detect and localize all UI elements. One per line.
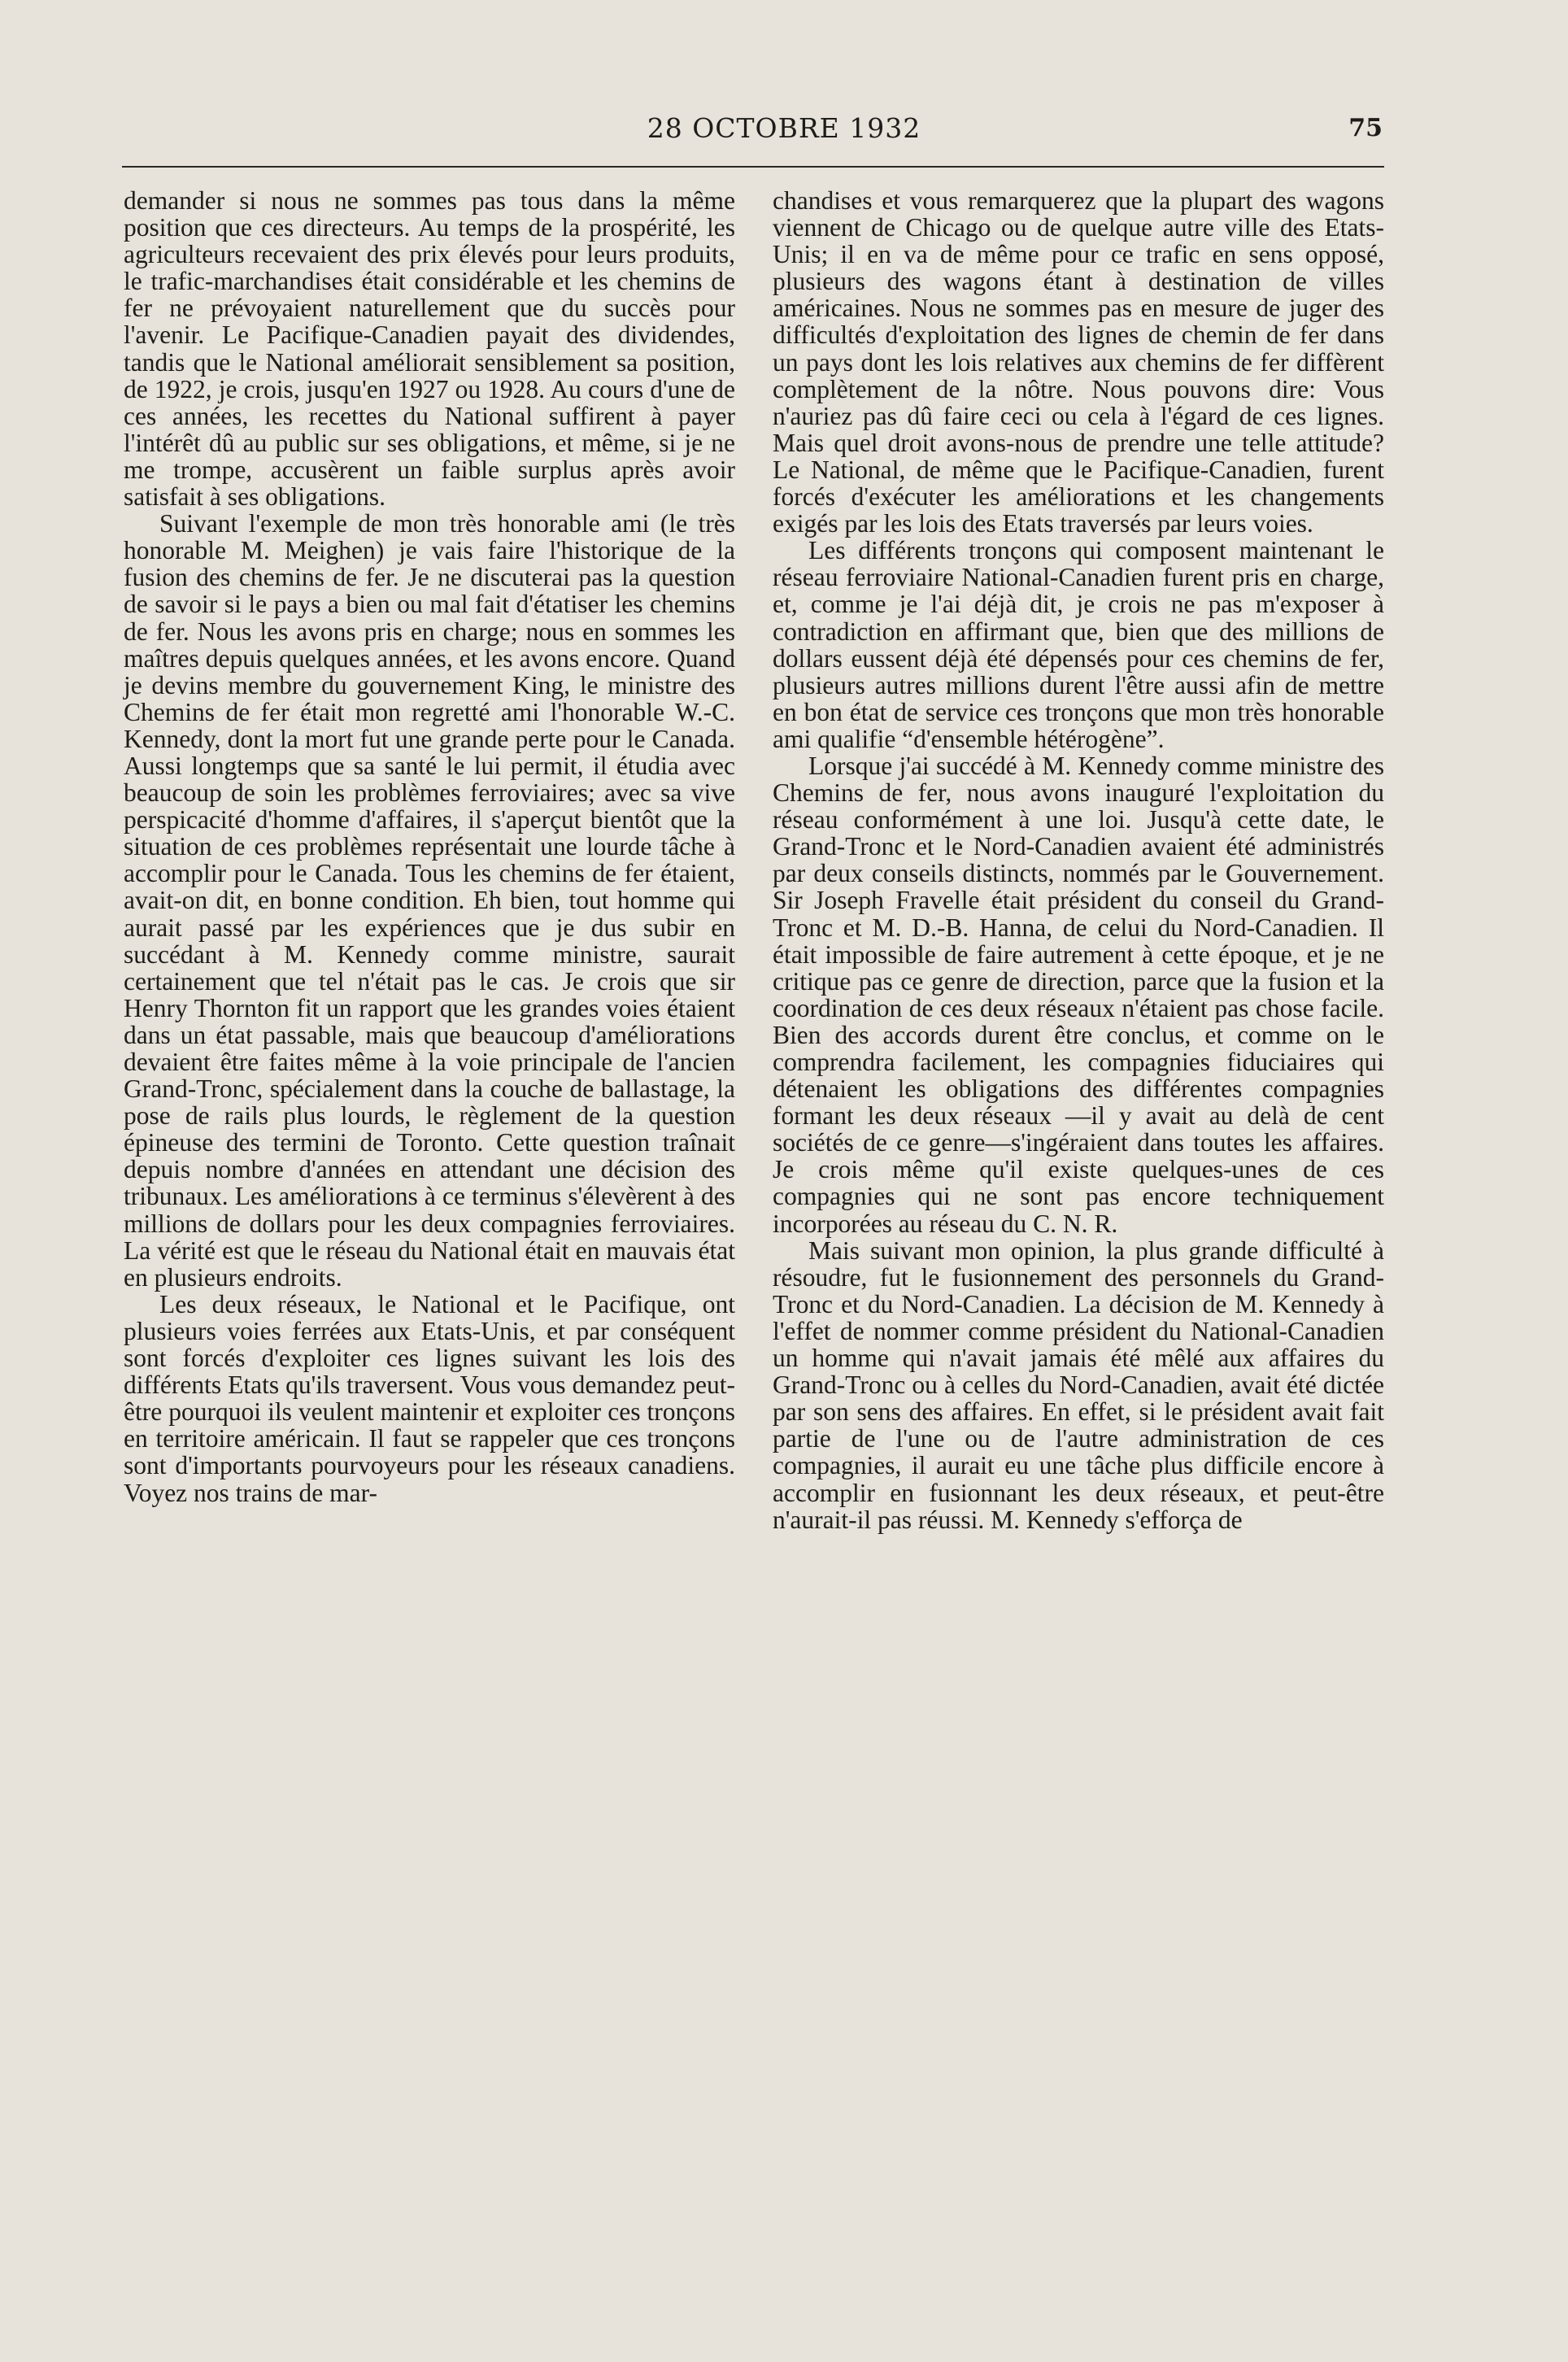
right-column [773,187,1384,1533]
paragraph: Lorsque j'ai succédé à M. Kennedy comme ministre des Chemins de fer, nous avons inauguré l'exploitation du réseau conformément à une loi. Jusqu'à cette date, le Grand-Tronc et le Nord-Canadien avaient été administrés par deux conseils distincts, nommés par le Gouvernement. Sir Joseph Fravelle était président du conseil du Grand-Tronc et M. D.-B. Hanna, de celui du Nord-Canadien. Il était impossible de faire autrement à cette époque, et je ne critique pas ce genre de direction, parce que la fusion et la coordination de ces deux réseaux n'étaient pas chose facile. Bien des accords durent être conclus, et comme on le comprendra facilement, les compagnies fiduciaires qui détenaient les obligations des différentes compagnies formant les deux réseaux —il y avait au delà de cent sociétés de ce genre—s'ingéraient dans toutes les affaires. Je crois même qu'il existe quelques-unes de ces compagnies qui ne sont pas encore techniquement incorporées au réseau du C. N. R. [773,751,1384,1238]
paragraph: Les deux réseaux, le National et le Pacifique, ont plusieurs voies ferrées aux Etats-Unis, et par conséquent sont forcés d'exploiter ces lignes suivant les lois des différents Etats qu'ils traversent. Vous vous demandez peut-être pourquoi ils veulent maintenir et exploiter ces tronçons en territoire américain. Il faut se rappeler que ces tronçons sont d'importants pourvoyeurs pour les réseaux canadiens. Voyez nos trains de mar- [124,1289,735,1507]
page-number: 75 [1348,114,1383,142]
paragraph: demander si nous ne sommes pas tous dans la même position que ces directeurs. Au temps de la prospérité, les agriculteurs recevaient des prix élevés pour leurs produits, le trafic-marchandises était considérable et les chemins de fer ne prévoyaient naturellement que du succès pour l'avenir. Le Pacifique-Canadien payait des dividendes, tandis que le National améliorait sensiblement sa position, de 1922, je crois, jusqu'en 1927 ou 1928. Au cours d'une de ces années, les recettes du National suffirent à payer l'intérêt dû au public sur ses obligations, et même, si je ne me trompe, accusèrent un faible surplus après avoir satisfait à ses obligations. [124,186,735,512]
header-rule [122,166,1384,168]
header-title: 28 OCTOBRE 1932 [647,112,921,144]
paragraph: Les différents tronçons qui composent maintenant le réseau ferroviaire National-Canadien furent pris en charge, et, comme je l'ai déjà dit, je crois ne pas m'exposer à contradiction en affirmant que, bien que des millions de dollars eussent déjà été dépensés pour ces chemins de fer, plusieurs autres millions durent l'être aussi afin de mettre en bon état de service ces tronçons que mon très honorable ami qualifie “d'ensemble hétérogène”. [773,536,1384,753]
paragraph: Suivant l'exemple de mon très honorable ami (le très honorable M. Meighen) je vais faire l'historique de la fusion des chemins de fer. Je ne discuterai pas la question de savoir si le pays a bien ou mal fait d'étatiser les chemins de fer. Nous les avons pris en charge; nous en sommes les maîtres depuis quelques années, et les avons encore. Quand je devins membre du gouvernement King, le ministre des Chemins de fer était mon regretté ami l'honorable W.-C. Kennedy, dont la mort fut une grande perte pour le Canada. Aussi longtemps que sa santé le lui permit, il étudia avec beaucoup de soin les problèmes ferroviaires; avec sa vive perspicacité d'homme d'affaires, il s'aperçut bientôt que la situation de ces problèmes représentait une lourde tâche à accomplir pour le Canada. Tous les chemins de fer étaient, avait-on dit, en bonne condition. Eh bien, tout homme qui aurait passé par les expériences que je dus subir en succédant à M. Kennedy comme ministre, saurait certainement que tel n'était pas le cas. Je crois que sir Henry Thornton fit un rapport que les grandes voies étaient dans un état passable, mais que beaucoup d'améliorations devaient être faites même à la voie principale de l'ancien Grand-Tronc, spécialement dans la couche de ballastage, la pose de rails plus lourds, le règlement de la question épineuse des termini de Toronto. Cette question traînait depuis nombre d'années en attendant une décision des tribunaux. Les améliorations à ce terminus s'élevèrent à des millions de dollars pour les deux compagnies ferroviaires. La vérité est que le réseau du National était en mauvais état en plusieurs endroits. [124,509,735,1292]
paragraph: Mais suivant mon opinion, la plus grande difficulté à résoudre, fut le fusionnement des personnels du Grand-Tronc et du Nord-Canadien. La décision de M. Kennedy à l'effet de nommer comme président du National-Canadien un homme qui n'avait jamais été mêlé aux affaires du Grand-Tronc ou à celles du Nord-Canadien, avait été dictée par son sens des affaires. En effet, si le président avait fait partie de l'une ou de l'autre administration de ces compagnies, il aurait eu une tâche plus difficile encore à accomplir en fusionnant les deux réseaux, et peut-être n'aurait-il pas réussi. M. Kennedy s'efforça de [773,1235,1384,1534]
left-column [124,187,735,1506]
paragraph: chandises et vous remarquerez que la plupart des wagons viennent de Chicago ou de quelque autre ville des Etats-Unis; il en va de même pour ce trafic en sens opposé, plusieurs des wagons étant à destination de villes américaines. Nous ne sommes pas en mesure de juger des difficultés d'exploitation des lignes de chemin de fer dans un pays dont les lois relatives aux chemins de fer diffèrent complètement de la nôtre. Nous pouvons dire: Vous n'auriez pas dû faire ceci ou cela à l'égard de ces lignes. Mais quel droit avons-nous de prendre une telle attitude? Le National, de même que le Pacifique-Canadien, furent forcés d'exécuter les améliorations et les changements exigés par les lois des Etats traversés par leurs voies. [773,186,1384,538]
page-header [0,0,1568,163]
